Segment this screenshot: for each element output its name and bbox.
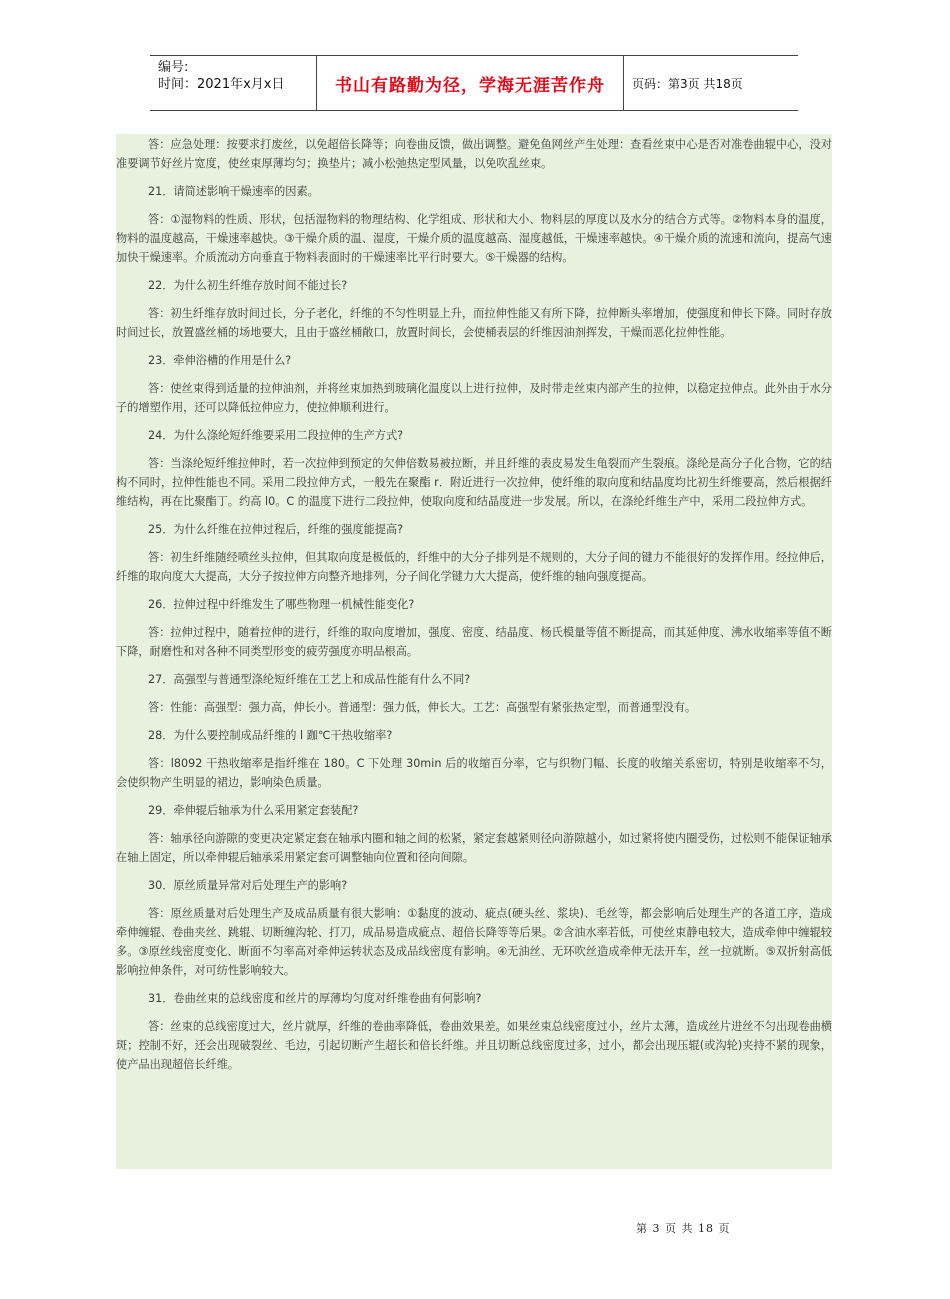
document-time: 时间：2021年x月x日 bbox=[158, 77, 285, 92]
question-heading: 26．拉伸过程中纤维发生了哪些物理一机械性能变化? bbox=[148, 598, 415, 611]
question-heading: 30．原丝质量异常对后处理生产的影响? bbox=[148, 879, 348, 892]
page-footer: 第 3 页 共 18 页 bbox=[636, 1222, 731, 1235]
document-body bbox=[116, 134, 832, 1169]
answer-paragraph: 答：l8092 干热收缩率是指纤维在 180。C 下处理 30min 后的收缩百分率，它与织物门幅、长度的收缩关系密切，特别是收缩率不匀，会使织物产生明显的裙边，影响染色质量。 bbox=[116, 757, 832, 789]
answer-paragraph: 答：拉伸过程中，随着拉伸的进行，纤维的取向度增加，强度、密度、结晶度、杨氏模量等值不断提高，而其延伸度、沸水收缩率等值不断下降，耐磨性和对各种不同类型形变的疲劳强度亦明品根高。 bbox=[116, 626, 832, 658]
question-heading: 21．请简述影响干燥速率的因素。 bbox=[148, 185, 319, 198]
page-header bbox=[150, 55, 798, 111]
header-meta bbox=[158, 59, 284, 93]
answer-paragraph: 答：①湿物料的性质、形状，包括湿物料的物理结构、化学组成、形状和大小、物料层的厚度以及水分的结合方式等。②物料本身的温度，物料的温度越高，干燥速率越快。③干燥介质的温、湿度，干燥介质的温度越高、湿度越低，干燥速率越快。④干燥介质的流速和流向，提高气速加快干燥速率。介质流动方向垂直于物料表面时的干燥速率比平行时要大。⑤干燥器的结构。 bbox=[116, 213, 832, 264]
document-number-label: 编号: bbox=[158, 60, 189, 75]
answer-paragraph: 答：初生纤维随经喷丝头拉伸，但其取向度是极低的，纤维中的大分子排列是不规则的，大分子间的键力不能很好的发挥作用。经拉伸后，纤维的取向度大大提高，大分子按拉伸方向整齐地排列，分子间化学键力大大提高，使纤维的轴向强度提高。 bbox=[116, 551, 832, 583]
header-motto: 书山有路勤为径，学海无涯苦作舟 bbox=[316, 56, 624, 110]
question-heading: 28．为什么要控制成品纤维的 l 跏℃干热收缩率? bbox=[148, 729, 393, 742]
answer-paragraph: 答：性能：高强型：强力高，伸长小。普通型：强力低，伸长大。工艺：高强型有紧张热定型，而普通型没有。 bbox=[148, 701, 697, 714]
question-heading: 24．为什么涤纶短纤维要采用二段拉伸的生产方式? bbox=[148, 429, 404, 442]
question-heading: 22．为什么初生纤维存放时间不能过长? bbox=[148, 279, 348, 292]
header-page-number: 页码：第3页 共18页 bbox=[632, 76, 743, 91]
answer-paragraph: 答：使丝束得到适量的拉伸油剂，并将丝束加热到玻璃化温度以上进行拉伸，及时带走丝束内部产生的拉伸，以稳定拉伸点。此外由于水分子的增塑作用，还可以降低拉伸应力，使拉伸顺利进行。 bbox=[116, 382, 832, 414]
question-heading: 25．为什么纤维在拉伸过程后，纤维的强度能提高? bbox=[148, 523, 404, 536]
answer-paragraph: 答：原丝质量对后处理生产及成品质量有很大影响：①黏度的波动、疵点(硬头丝、浆块)、毛丝等，都会影响后处理生产的各道工序，造成牵伸缠辊、卷曲夹丝、跳辊、切断缠沟轮、打刀，成品易造成疵点、超倍长降等等后果。②含油水率若低，可使丝束静电较大，造成牵伸中缠辊较多。③原丝线密度变化、断面不匀率高对牵伸运转状态及成品线密度有影响。④无油丝、无环吹丝造成牵伸无法开车，丝一拉就断。⑤双折射高低影响拉伸条件，对可纺性影响较大。 bbox=[116, 907, 832, 977]
answer-paragraph: 答：轴承径向游隙的变更决定紧定套在轴承内圈和轴之间的松紧，紧定套越紧则径向游隙越小，如过紧将使内圈受伤，过松则不能保证轴承在轴上固定，所以牵伸辊后轴承采用紧定套可调整轴向位置和径向间隙。 bbox=[116, 832, 832, 864]
question-heading: 31．卷曲丝束的总线密度和丝片的厚薄均匀度对纤维卷曲有何影响? bbox=[148, 992, 482, 1005]
question-heading: 29．牵伸辊后轴承为什么采用紧定套装配? bbox=[148, 804, 359, 817]
answer-paragraph: 答：丝束的总线密度过大，丝片就厚，纤维的卷曲率降低，卷曲效果差。如果丝束总线密度过小，丝片太薄，造成丝片进丝不匀出现卷曲横斑；控制不好，还会出现破裂丝、毛边，引起切断产生超长和倍长纤维。并且切断总线密度过多，过小，都会出现压辊(或沟轮)夹持不紧的现象，使产品出现超倍长纤维。 bbox=[116, 1020, 832, 1071]
answer-paragraph: 答：初生纤维存放时间过长，分子老化，纤维的不匀性明显上升，而拉伸性能又有所下降，拉伸断头率增加，使强度和伸长下降。同时存放时间过长，放置盛丝桶的场地要大，且由于盛丝桶敞口，放置时间长，会使桶表层的纤维因油剂挥发，干燥而恶化拉伸性能。 bbox=[116, 307, 832, 339]
answer-paragraph: 答：当涤纶短纤维拉伸时，若一次拉伸到预定的欠伸倍数易被拉断，并且纤维的表皮易发生龟裂而产生裂痕。涤纶是高分子化合物，它的结构不同时，拉伸性能也不同。采用二段拉伸方式，一般先在聚酯 r．附近进行一次拉伸，使纤维的取向度和结晶度均比初生纤维要高，然后根据纤维结构，再在比聚酯丁。约高 l0。C 的温度下进行二段拉伸，使取向度和结晶度进一步发展。所以，在涤纶纤维生产中，采用二段拉伸方式。 bbox=[116, 457, 832, 508]
answer-paragraph: 答：应急处理：按要求打废丝，以免超倍长降等；向卷曲反馈，做出调整。避免鱼网丝产生处理：查看丝束中心是否对准卷曲辊中心，没对准要调节好丝片宽度，使丝束厚薄均匀；换垫片；减小松弛热定型风量，以免吹乱丝束。 bbox=[116, 138, 832, 170]
question-heading: 27．高强型与普通型涤纶短纤维在工艺上和成品性能有什么不同? bbox=[148, 673, 471, 686]
question-heading: 23．牵伸浴槽的作用是什么? bbox=[148, 354, 292, 367]
